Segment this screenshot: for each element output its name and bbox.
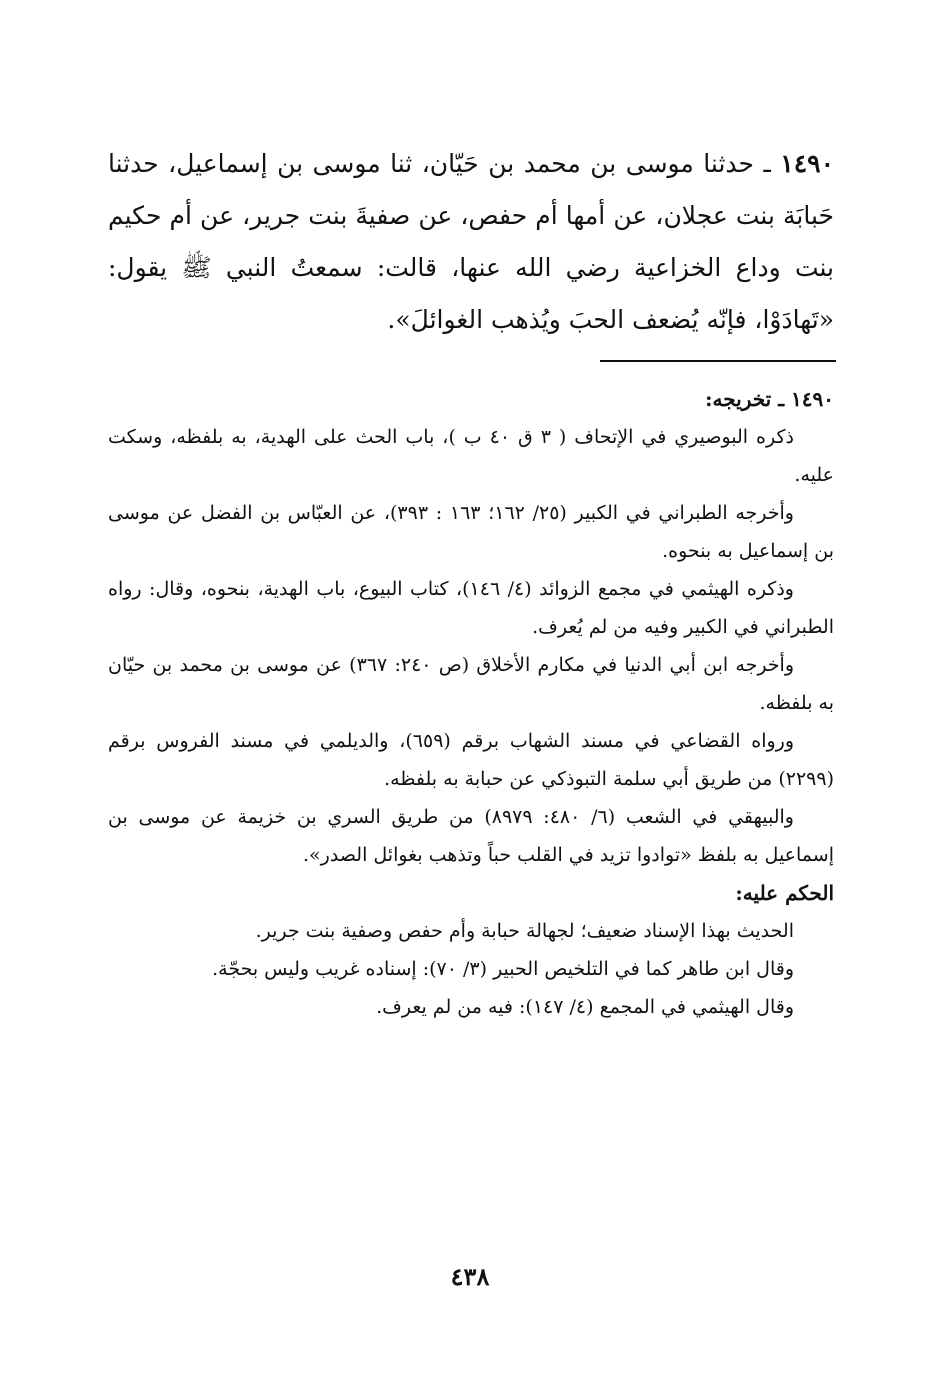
- page-number: ٤٣٨: [450, 1262, 490, 1291]
- ruling-paragraph: الحديث بهذا الإسناد ضعيف؛ لجهالة حبابة وأم حفص وصفية بنت جرير.: [255, 920, 794, 942]
- takhrij-paragraph: وأخرجه الطبراني في الكبير (٢٥/ ١٦٢؛ ١٦٣ : ٣٩٣)، عن العبّاس بن الفضل عن موسى بن إسماعيل به بنحوه.: [108, 502, 834, 562]
- takhrij-paragraph: ورواه القضاعي في مسند الشهاب برقم (٦٥٩)، والديلمي في مسند الفروس برقم (٢٢٩٩) من طريق أبي سلمة التبوذكي عن حبابة به بلفظه.: [108, 730, 834, 790]
- takhrij-number: ١٤٩٠: [791, 387, 834, 411]
- hadith-body: حدثنا موسى بن محمد بن حَيّان، ثنا موسى بن إسماعيل، حدثنا حَبابَة بنت عجلان، عن أمها أم حفص، عن صفيةَ بنت جرير، عن أم حكيم بنت وداع الخزاعية رضي الله عنها، قالت: سمعتُ النبي ﷺ يقول: «تَهادَوْا، فإنّه يُضعف الحبَ ويُذهب الغوائلَ».: [108, 149, 834, 334]
- takhrij-paragraph: ذكره البوصيري في الإتحاف ( ٣ ق ٤٠ ب )، باب الحث على الهدية، به بلفظه، وسكت عليه.: [108, 426, 834, 486]
- takhrij-dash: ـ: [771, 387, 792, 411]
- ruling-paragraph: وقال ابن طاهر كما في التلخيص الحبير (٣/ ٧٠): إسناده غريب وليس بحجّة.: [212, 958, 794, 980]
- takhrij-paragraph: وأخرجه ابن أبي الدنيا في مكارم الأخلاق (ص ٢٤٠: ٣٦٧) عن موسى بن محمد بن حيّان به بلفظه.: [108, 654, 834, 714]
- hadith-dash: ـ: [754, 149, 781, 178]
- takhrij-paragraph: وذكره الهيثمي في مجمع الزوائد (٤/ ١٤٦)، كتاب البيوع، باب الهدية، بنحوه، وقال: رواه الطبراني في الكبير وفيه من لم يُعرف.: [108, 578, 834, 638]
- footnotes: [108, 380, 834, 1026]
- ruling-paragraph: وقال الهيثمي في المجمع (٤/ ١٤٧): فيه من لم يعرف.: [376, 996, 794, 1018]
- hadith-number: ١٤٩٠: [780, 149, 835, 178]
- takhrij-heading: [108, 380, 834, 418]
- footnote-divider: [600, 360, 836, 362]
- takhrij-label: تخريجه:: [705, 387, 772, 411]
- takhrij-paragraph: والبيهقي في الشعب (٦/ ٤٨٠: ٨٩٧٩) من طريق السري بن خزيمة عن موسى بن إسماعيل به بلفظ «توادوا تزيد في القلب حباً وتذهب بغوائل الصدر».: [108, 806, 834, 866]
- ruling-heading: الحكم عليه:: [735, 881, 834, 905]
- hadith-text: [108, 138, 834, 346]
